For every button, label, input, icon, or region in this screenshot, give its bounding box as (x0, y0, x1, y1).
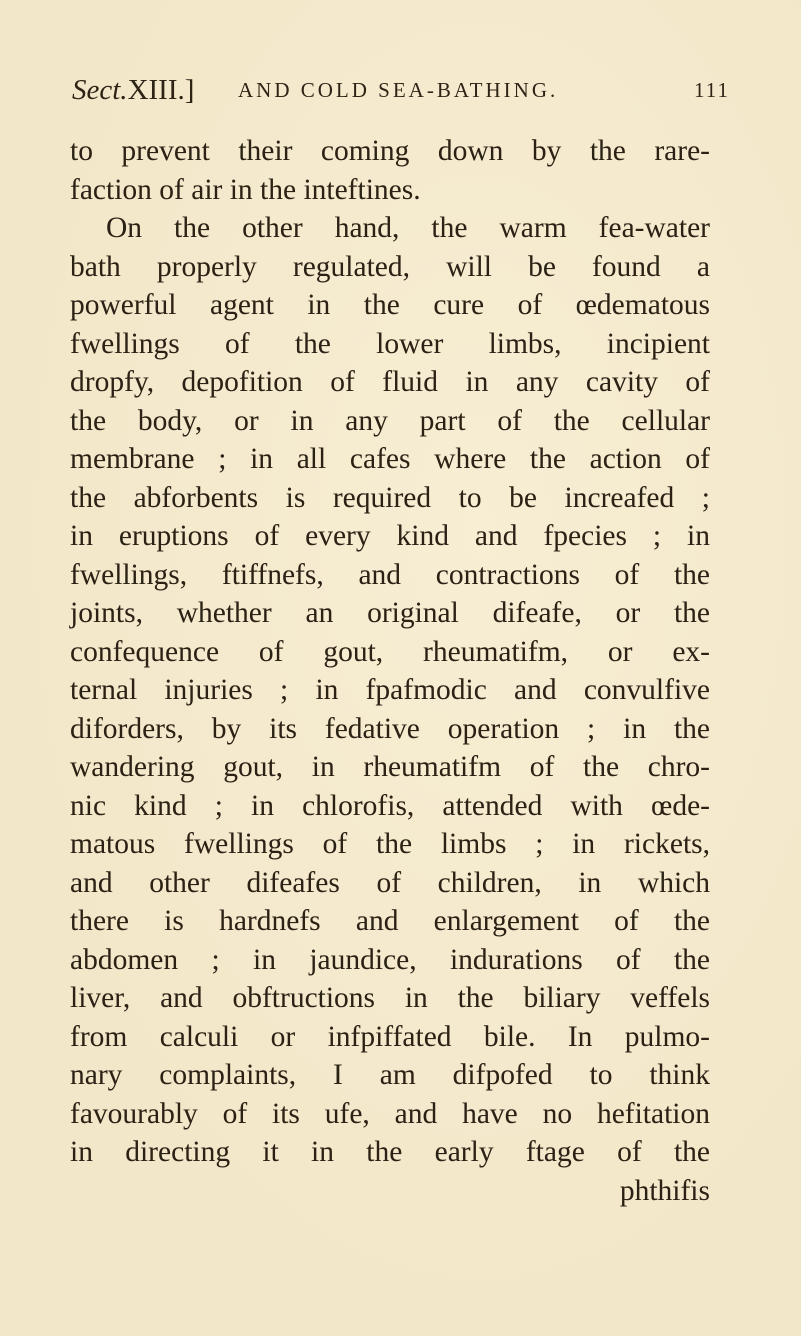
text-line: and other difeafes of children, in which (70, 866, 710, 899)
body-text (70, 132, 710, 1210)
text-line: there is hardnefs and enlargement of the (70, 905, 710, 937)
text-line: joints, whether an original difeafe, or the (70, 597, 710, 629)
text-line: confequence of gout, rheumatifm, or ex- (70, 635, 710, 668)
running-head (72, 72, 732, 108)
text-line: powerful agent in the cure of œdematous (70, 289, 710, 321)
section-reference (72, 72, 194, 108)
section-number: XIII.] (127, 74, 195, 106)
text-line: matous fwellings of the limbs ; in rickets, (70, 828, 710, 860)
text-line: fwellings of the lower limbs, incipient (70, 327, 710, 360)
page-number: 111 (694, 78, 730, 102)
text-line: in eruptions of every kind and fpecies ; in (70, 520, 710, 552)
text-line: the body, or in any part of the cellular (70, 404, 710, 437)
text-line: nic kind ; in chlorofis, attended with œde- (70, 789, 710, 822)
catchword: phthifis (619, 1174, 710, 1207)
text-line: the abforbents is required to be increafed ; (70, 481, 710, 514)
text-line: favourably of its ufe, and have no hefitation (70, 1097, 710, 1130)
text-line: in directing it in the early ftage of the (70, 1136, 710, 1168)
text-line: fwellings, ftiffnefs, and contractions of the (70, 558, 710, 591)
text-line: nary complaints, I am difpofed to think (70, 1059, 710, 1091)
text-line: On the other hand, the warm fea-water (106, 212, 710, 244)
text-line: bath properly regulated, will be found a (70, 250, 710, 283)
text-line: ternal injuries ; in fpafmodic and convulfive (70, 674, 710, 706)
text-line: dropfy, depofition of fluid in any cavity of (70, 366, 710, 398)
section-abbrev: Sect. (72, 74, 128, 106)
text-line: diforders, by its fedative operation ; in the (70, 712, 710, 745)
text-line: from calculi or infpiffated bile. In pulmo- (70, 1020, 710, 1053)
text-line: abdomen ; in jaundice, indurations of the (70, 943, 710, 976)
text-line: membrane ; in all cafes where the action of (70, 443, 710, 475)
running-title: AND COLD SEA-BATHING. (238, 78, 559, 102)
text-line: to prevent their coming down by the rare- (70, 135, 710, 167)
text-line: wandering gout, in rheumatifm of the chro- (70, 751, 710, 783)
text-line: liver, and obftructions in the biliary veffels (70, 982, 710, 1014)
text-line: faction of air in the inteftines. (70, 173, 421, 206)
